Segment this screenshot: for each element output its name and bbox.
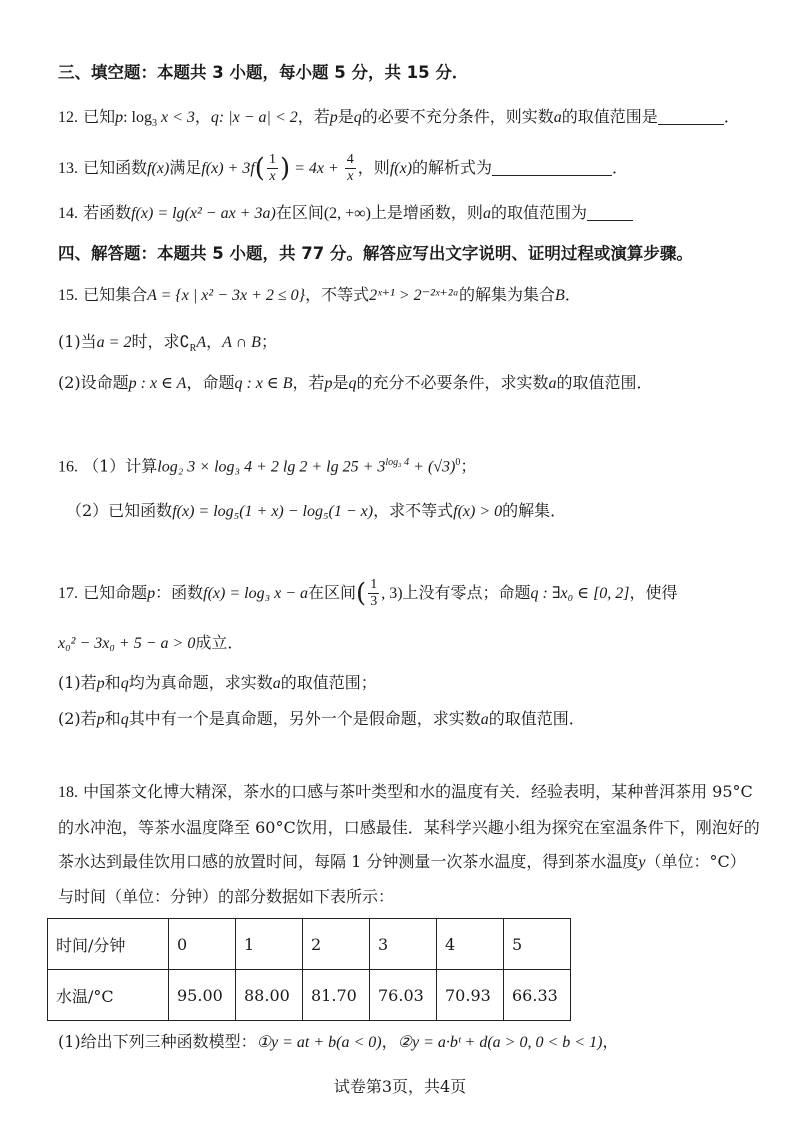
- q12-cond-p: : log: [123, 109, 152, 126]
- q17-p: p: [147, 585, 156, 602]
- q15-p2-text3: 是: [332, 373, 349, 392]
- q15-p1-A: A: [196, 334, 207, 351]
- q13-end: ．: [612, 158, 629, 177]
- q18-model2: ②y = a·bᵗ + d(a > 0, 0 < b < 1): [397, 1034, 603, 1051]
- q17-q: q : ∃x₀ ∈ [0, 2]: [530, 585, 630, 602]
- q17-p2-p: p: [96, 711, 105, 728]
- q14-number: 14.: [58, 205, 78, 222]
- q17-text1: 已知命题: [83, 583, 148, 602]
- q18-line2: 的水冲泡，等茶水温度降至 60°C饮用，口感最佳．某科学兴趣小组为探究在室温条件下，刚泡好的: [58, 818, 760, 837]
- q15-part2: [58, 372, 760, 395]
- q12-end: ．: [723, 107, 740, 126]
- q18-line1: [58, 781, 760, 804]
- q13-frac2-num: 4: [346, 152, 354, 167]
- q13-text2: 满足: [169, 158, 202, 177]
- q17-p2-text2: 其中有一个是真命题，另外一个是假命题，求实数: [128, 709, 481, 728]
- q16-number: 16.: [58, 458, 78, 476]
- q14-text4: 的取值范围为: [490, 203, 587, 222]
- q15-text3: 的解集为集合: [459, 285, 556, 304]
- table-cell: 1: [236, 919, 303, 970]
- q17-p1-text3: 的取值范围；: [280, 673, 377, 692]
- q17-p2-q: q: [120, 711, 129, 728]
- q17-line2: [58, 632, 760, 655]
- table-header-cell: 时间/分钟: [48, 919, 169, 970]
- table-cell: 81.70: [303, 970, 370, 1021]
- question-15: [58, 284, 760, 307]
- table-cell: 70.93: [437, 970, 504, 1021]
- q12-q: q: [210, 109, 219, 126]
- q17-interval-close: , 3): [381, 585, 403, 602]
- q13-fraction-1-over-x: [267, 152, 278, 185]
- q13-frac-den: x: [269, 169, 276, 184]
- table-cell: 4: [437, 919, 504, 970]
- q16-p1-expr: log₂ 3 × log₃ 4 + 2 lg 2 + lg 25 + 3: [157, 458, 386, 476]
- q15-p2-text4: 的充分不必要条件，求实数: [356, 373, 549, 392]
- q15-p2-qq: q: [348, 375, 357, 392]
- q17-p1-text1: 和: [104, 673, 121, 692]
- table-cell: 2: [303, 919, 370, 970]
- q15-p2-q: q : x ∈ B: [234, 375, 293, 392]
- q15-setA: A = {x | x² − 3x + 2 ≤ 0}: [147, 287, 306, 304]
- q17-part1: [58, 672, 760, 695]
- q15-p2-a: a: [548, 375, 557, 392]
- q15-p1-cond: a = 2: [96, 334, 132, 351]
- q16-p1-expr2: + (√3): [409, 458, 456, 476]
- question-16-part2: [66, 500, 760, 523]
- q18-end: ，: [602, 1032, 619, 1051]
- q13-fraction-4-over-x: [345, 152, 356, 185]
- q15-p1-complement: ∁: [179, 334, 190, 351]
- q12-p: p: [115, 109, 124, 126]
- q17-p2-text3: 的取值范围．: [488, 709, 585, 728]
- q15-p1-R: R: [189, 343, 197, 355]
- q17-text3: 在区间: [308, 583, 357, 602]
- table-cell: 5: [504, 919, 571, 970]
- q17-p2-text1: 和: [104, 709, 121, 728]
- q16-p2-expr: f(x) = log₅(1 + x) − log₅(1 − x): [172, 503, 374, 520]
- q18-part1: [58, 1031, 760, 1054]
- q12-cond-q: : |x − a| < 2: [218, 109, 298, 126]
- table-cell: 95.00: [169, 970, 236, 1021]
- q17-number: 17.: [58, 585, 78, 602]
- q12-text2: ，若: [297, 107, 330, 126]
- q12-q-ref: q: [353, 109, 362, 126]
- q15-p1-end: ；: [260, 332, 277, 351]
- q16-p2-ineq: f(x) > 0: [453, 503, 503, 520]
- q15-p2-label: (2)设命题: [58, 373, 129, 392]
- q15-part1: [58, 331, 760, 360]
- table-cell: 76.03: [370, 970, 437, 1021]
- q12-text5: 的取值范围是: [561, 107, 658, 126]
- q17-frac-den: 3: [370, 594, 378, 609]
- q14-text3: 上是增函数，则: [370, 203, 483, 222]
- q17-text4: 上没有零点；命题: [402, 583, 531, 602]
- q17-line2-expr: x₀² − 3x₀ + 5 − a > 0: [58, 635, 196, 652]
- q15-end: ．: [564, 285, 581, 304]
- q12-a: a: [553, 109, 562, 126]
- q14-answer-blank: [587, 204, 633, 221]
- q16-p2-text: ，求不等式: [373, 501, 454, 520]
- section4-heading: 四、解答题：本题共 5 小题，共 77 分。解答应写出文字说明、证明过程或演算步骤。: [58, 244, 693, 263]
- q12-text4: 的必要不充分条件，则实数: [361, 107, 554, 126]
- q18-p1-label: (1)给出下列三种函数模型：: [58, 1032, 257, 1051]
- q14-interval: (2, +∞): [323, 205, 371, 222]
- q18-number: 18.: [58, 784, 78, 801]
- q15-number: 15.: [58, 287, 78, 304]
- q16-p1-end: ；: [460, 456, 477, 476]
- q13-text4: 的解析式为: [412, 158, 493, 177]
- table-cell: 66.33: [504, 970, 571, 1021]
- q13-rhs: = 4x +: [290, 160, 343, 177]
- q18-line4: 与时间（单位：分钟）的部分数据如下表所示：: [58, 887, 395, 906]
- q18-model1: ①y = at + b(a < 0): [256, 1034, 382, 1051]
- table-cell: 88.00: [236, 970, 303, 1021]
- q17-text2: ：函数: [155, 583, 204, 602]
- q17-part2: [58, 708, 760, 731]
- table-header-cell: 水温/°C: [48, 970, 169, 1021]
- question-16-part1: [58, 452, 760, 478]
- q18-data-table: [47, 918, 571, 1021]
- q15-p2-pp: p: [324, 375, 333, 392]
- q17-interval-open: (: [356, 578, 367, 609]
- q18-line3: [58, 851, 760, 874]
- q13-paren-close: ): [279, 153, 291, 184]
- q14-text2: 在区间: [275, 203, 324, 222]
- q17-fx: f(x) = log₃ x − a: [203, 585, 309, 602]
- q15-p2-text2: ，若: [292, 373, 325, 392]
- table-cell: 3: [370, 919, 437, 970]
- q16-p1-exponent: log₃ 4: [385, 457, 410, 468]
- q13-frac-num: 1: [268, 152, 276, 167]
- q18-text-line3a: 茶水达到最佳饮用口感的放置时间，每隔 1 分钟测量一次茶水温度，得到茶水温度: [58, 852, 639, 871]
- q15-p2-text1: ，命题: [186, 373, 235, 392]
- q16-p1-exponent2: 0: [455, 457, 461, 468]
- question-14: [58, 202, 760, 225]
- q12-number: 12.: [58, 109, 78, 126]
- q17-p1-q: q: [120, 675, 129, 692]
- q13-fx-ref: f(x): [389, 160, 413, 177]
- q12-answer-blank: [658, 108, 724, 125]
- q17-p1-text2: 均为真命题，求实数: [128, 673, 273, 692]
- q12-text3: 是: [337, 107, 354, 126]
- q17-text5: ，使得: [629, 583, 678, 602]
- q15-p1-label: (1)当: [58, 332, 97, 351]
- q13-text3: ，则: [357, 158, 390, 177]
- q12-text1: 已知: [83, 107, 116, 126]
- page-footer: 试卷第3页，共4页: [333, 1077, 467, 1096]
- question-12: [58, 106, 760, 135]
- q15-text2: ，不等式: [305, 285, 370, 304]
- q12-sep: ，: [194, 107, 211, 126]
- question-13: [58, 146, 760, 190]
- q14-expr: f(x) = lg(x² − ax + 3a): [131, 205, 276, 222]
- q13-number: 13.: [58, 160, 78, 177]
- q13-fx: f(x): [147, 160, 170, 177]
- q13-text1: 已知函数: [83, 158, 148, 177]
- q17-frac-num: 1: [370, 577, 378, 592]
- q16-p2-label: （2）已知函数: [66, 501, 173, 520]
- q13-frac2-den: x: [347, 169, 354, 184]
- section3-heading: 三、填空题：本题共 3 小题，每小题 5 分，共 15 分．: [58, 63, 469, 82]
- q15-B: B: [555, 287, 565, 304]
- q16-p2-end: 的解集．: [502, 501, 567, 520]
- q17-p1-p: p: [96, 675, 105, 692]
- q13-answer-blank: [492, 159, 612, 176]
- q17-fraction-1-over-3: [368, 577, 379, 610]
- q15-p2-text5: 的取值范围．: [556, 373, 653, 392]
- q17-p1-a: a: [272, 675, 281, 692]
- q13-lhs: f(x) + 3f: [201, 160, 255, 177]
- q15-inequality: 2ˣ⁺¹ > 2⁻²ˣ⁺²ᵃ: [369, 287, 460, 304]
- table-row: [48, 970, 571, 1021]
- question-17: [58, 571, 760, 615]
- q17-p2-label: (2)若: [58, 709, 97, 728]
- table-row: [48, 919, 571, 970]
- q15-p1-text: 时，求: [131, 332, 180, 351]
- q15-text1: 已知集合: [83, 285, 148, 304]
- q15-p1-intersection: A ∩ B: [222, 334, 261, 351]
- table-cell: 0: [169, 919, 236, 970]
- q15-p1-sep: ，: [206, 332, 223, 351]
- q14-text1: 若函数: [83, 203, 132, 222]
- q12-cond-p2: x < 3: [157, 109, 195, 126]
- q18-text-line3b: （单位：°C）: [645, 852, 746, 871]
- q17-line2-end: 成立．: [195, 633, 244, 652]
- q14-a: a: [482, 205, 491, 222]
- q12-p-ref: p: [329, 109, 338, 126]
- q18-sep: ，: [381, 1032, 398, 1051]
- q16-p1-label: （1）计算: [83, 456, 158, 476]
- q18-y: y: [638, 854, 646, 871]
- q12-base3: 3: [152, 118, 157, 130]
- q15-p2-p: p : x ∈ A: [128, 375, 187, 392]
- q18-text-line1: 中国茶文化博大精深，茶水的口感与茶叶类型和水的温度有关．经验表明，某种普洱茶用 95°C: [83, 782, 753, 801]
- q13-paren-open: (: [254, 153, 265, 184]
- q17-p2-a: a: [480, 711, 489, 728]
- q17-p1-label: (1)若: [58, 673, 97, 692]
